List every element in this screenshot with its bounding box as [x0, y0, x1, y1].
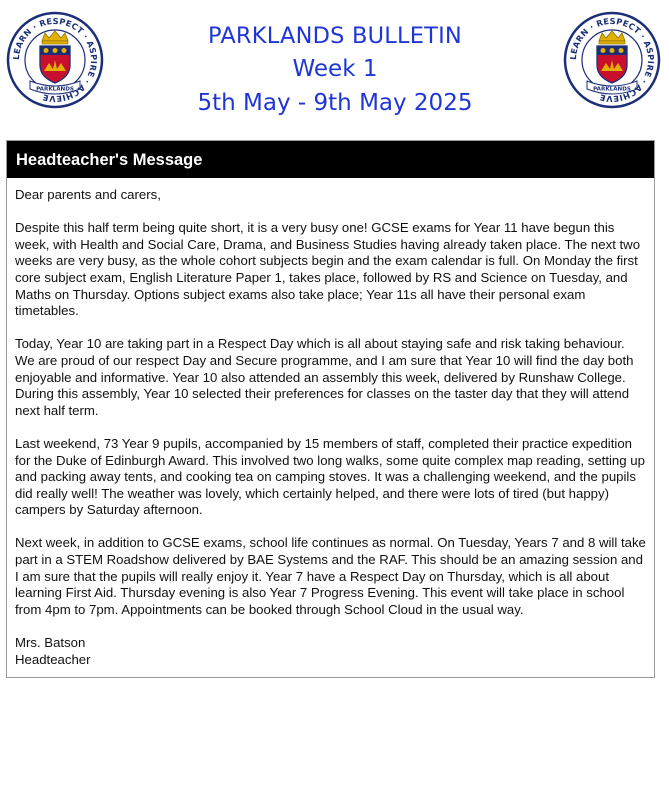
bulletin-week: Week 1 [292, 56, 378, 82]
signature-name: Mrs. Batson [15, 635, 86, 651]
signature-role: Headteacher [15, 651, 91, 667]
message-paragraph: Despite this half term being quite short, it is a very busy one! GCSE exams for Year 11 have begun this week, with Health and Social Care, Drama, and Business Studies having already taken place. The next two weeks are very busy, as the whole cohort subjects begin and the exam calendar is full. On Monday the first core subject exam, English Literature Paper 1, takes place, followed by RS and Science on Tuesday, and Maths on Thursday. Options subject exams also take place; Year 11s all have their personal exam timetables. [15, 220, 641, 319]
bulletin-titles [120, 20, 550, 120]
message-paragraph: Today, Year 10 are taking part in a Respect Day which is all about staying safe and risk taking behaviour. We are proud of our respect Day and Secure programme, and I am sure that Year 10 will find the day both enjoyable and informative. Year 10 also attended an assembly this week, delivered by Runshaw College. During this assembly, Year 10 selected their preferences for classes on the taster day that they will attend next half term. [15, 336, 634, 418]
message-greeting: Dear parents and carers, [15, 187, 161, 202]
message-paragraph: Last weekend, 73 Year 9 pupils, accompanied by 15 members of staff, completed their practice expedition for the Duke of Edinburgh Award. This involved two long walks, some quite complex map reading, setting up and packing away tents, and cooking tea on camping stoves. It was a challenging weekend, and the pupils did really well! The weather was lovely, which certainly helped, and there were lots of tired (but happy) campers by Saturday afternoon. [15, 435, 645, 518]
crest-ring-text: LEARN · RESPECT · ASPIRE · ACHIEVE [10, 15, 100, 105]
school-crest-icon [6, 11, 104, 109]
crest-banner-text: PARKLANDS [36, 86, 74, 93]
school-crest-icon [563, 11, 661, 109]
bulletin-header [0, 0, 669, 125]
headteacher-message-box [6, 140, 655, 678]
bulletin-dates: 5th May - 9th May 2025 [197, 90, 473, 116]
crest-ring-text: LEARN · RESPECT · ASPIRE · ACHIEVE [567, 15, 657, 105]
message-heading: Headteacher's Message [7, 141, 654, 178]
bulletin-title: PARKLANDS BULLETIN [208, 23, 462, 49]
message-body [7, 178, 654, 668]
crest-banner-text: PARKLANDS [593, 86, 631, 93]
message-paragraph: Next week, in addition to GCSE exams, school life continues as normal. On Tuesday, Years 7 and 8 will take part in a STEM Roadshow delivered by BAE Systems and the RAF. This should be an amazing session and I am sure that the pupils will really enjoy it. Year 7 have a Respect Day on Thursday, which is all about learning First Aid. Thursday evening is also Year 7 Progress Evening. This event will take place in school from 4pm to 7pm. Appointments can be booked through School Cloud in the usual way. [15, 535, 646, 617]
